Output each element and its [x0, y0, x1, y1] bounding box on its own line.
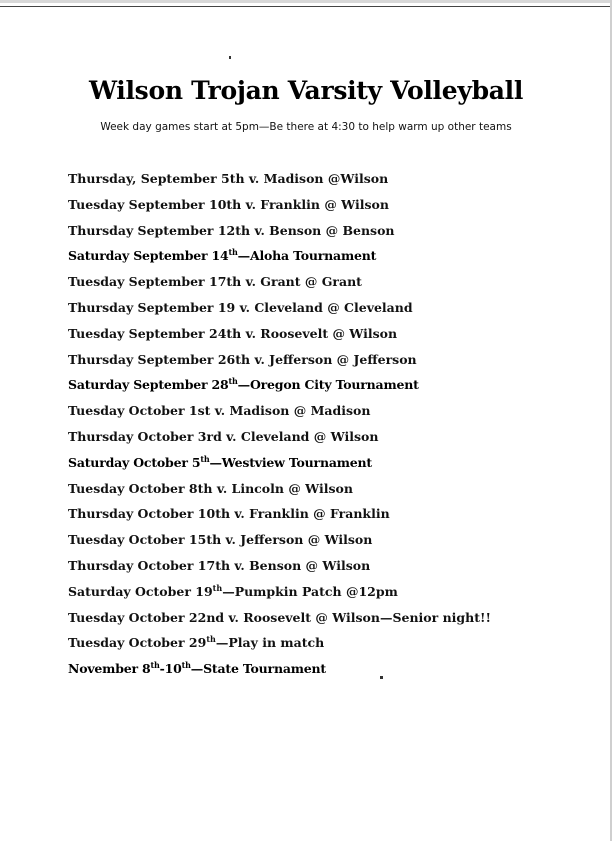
page-title: Wilson Trojan Varsity Volleyball: [88, 76, 524, 105]
schedule-item: [68, 170, 491, 196]
schedule-item: [68, 273, 491, 299]
page-subtitle: Week day games start at 5pm—Be there at 4:30 to help warm up other teams: [100, 121, 512, 133]
schedule-item: [68, 376, 491, 402]
schedule-text: Thursday September 12th v. Benson @ Benson: [68, 222, 395, 238]
schedule-text: Tuesday September 24th v. Roosevelt @ Wilson: [68, 325, 398, 341]
ordinal-suffix: th: [212, 582, 223, 593]
schedule-item: [68, 325, 491, 351]
schedule-text: Saturday October 5: [68, 454, 201, 470]
schedule-text: Thursday September 19 v. Cleveland @ Cleveland: [68, 299, 413, 315]
schedule-text: Tuesday October 29: [68, 635, 207, 651]
schedule-item: [68, 480, 491, 506]
schedule-item: [68, 505, 491, 531]
schedule-text: —Oregon City Tournament: [237, 377, 419, 393]
schedule-text: Saturday September 28: [68, 377, 229, 393]
schedule-item: [68, 557, 491, 583]
schedule-text: Thursday October 10th v. Franklin @ Franklin: [68, 506, 390, 522]
schedule-text: Saturday September 14: [68, 248, 229, 264]
schedule-text: Tuesday September 17th v. Grant @ Grant: [68, 274, 362, 290]
ordinal-suffix: th: [181, 660, 191, 671]
schedule-item: [68, 247, 491, 273]
ordinal-suffix: th: [200, 453, 210, 464]
schedule-item: [68, 609, 491, 635]
schedule-text: Tuesday October 8th v. Lincoln @ Wilson: [68, 480, 353, 496]
schedule-text: —Aloha Tournament: [237, 248, 377, 264]
schedule-text: —Play in match: [215, 635, 325, 651]
schedule-text: Tuesday October 15th v. Jefferson @ Wilson: [68, 532, 373, 548]
schedule-text: Saturday October 19: [68, 583, 213, 599]
schedule-item: [68, 402, 491, 428]
scan-edge-top: [0, 0, 612, 3]
schedule-item: [68, 531, 491, 557]
scan-edge-line: [0, 6, 612, 7]
schedule-item: [68, 634, 491, 660]
schedule-item: [68, 428, 491, 454]
schedule-text: Tuesday October 1st v. Madison @ Madison: [68, 403, 371, 419]
schedule-text: —Pumpkin Patch @12pm: [222, 583, 398, 599]
schedule-text: Tuesday September 10th v. Franklin @ Wilson: [68, 196, 389, 212]
schedule-text: -10: [159, 661, 182, 677]
schedule-item: [68, 583, 491, 609]
schedule-item: [68, 351, 491, 377]
schedule-text: Thursday October 17th v. Benson @ Wilson: [68, 557, 371, 573]
schedule-text: —State Tournament: [190, 661, 326, 677]
schedule-text: —Westview Tournament: [209, 454, 372, 470]
schedule-item: [68, 196, 491, 222]
schedule-text: Thursday September 26th v. Jefferson @ Jefferson: [68, 351, 417, 367]
schedule-item: [68, 222, 491, 248]
schedule-text: November 8: [68, 661, 151, 677]
schedule-item: [68, 299, 491, 325]
ordinal-suffix: th: [228, 376, 238, 387]
scan-speck: [229, 56, 231, 59]
schedule-item: [68, 660, 491, 686]
ordinal-suffix: th: [228, 247, 238, 258]
schedule-text: Thursday, September 5th v. Madison @Wilson: [68, 171, 389, 186]
schedule-text: Tuesday October 22nd v. Roosevelt @ Wilson—Senior night!!: [68, 609, 491, 625]
schedule-text: Thursday October 3rd v. Cleveland @ Wilson: [68, 428, 379, 444]
ordinal-suffix: th: [150, 660, 160, 671]
schedule-item: [68, 454, 491, 480]
ordinal-suffix: th: [206, 634, 216, 645]
schedule-list: [68, 170, 491, 686]
